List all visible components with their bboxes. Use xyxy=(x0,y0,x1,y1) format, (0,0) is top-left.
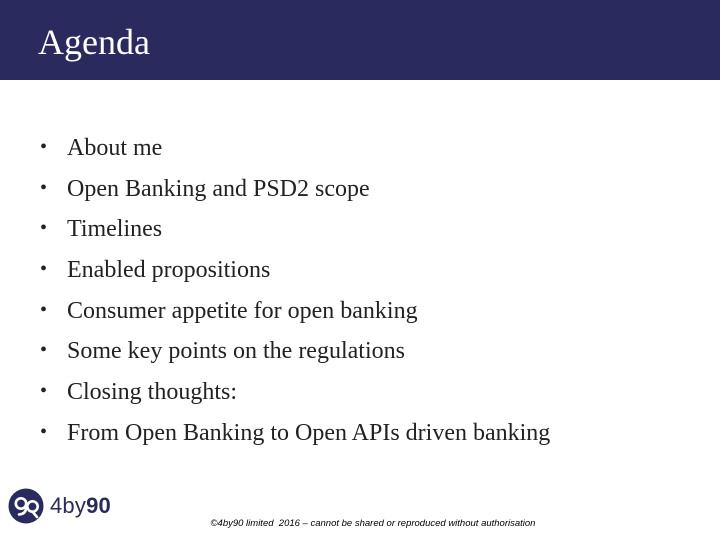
agenda-item xyxy=(38,250,550,291)
agenda-item xyxy=(38,209,550,250)
logo-wordmark xyxy=(50,493,111,519)
agenda-item xyxy=(38,291,550,332)
agenda-item xyxy=(38,413,550,454)
agenda-item-text: Consumer appetite for open banking xyxy=(67,297,418,324)
agenda-item-text: Closing thoughts: xyxy=(67,379,238,406)
bullet-icon: • xyxy=(40,339,48,362)
bullet-icon: • xyxy=(40,136,48,158)
logo-text-bold: 90 xyxy=(86,493,111,518)
bullet-icon: • xyxy=(40,217,48,240)
agenda-item xyxy=(38,169,550,210)
bullet-icon: • xyxy=(40,176,48,199)
bullet-icon: • xyxy=(40,258,48,281)
bullet-icon: • xyxy=(40,420,48,443)
agenda-item-text: Enabled propositions xyxy=(67,257,271,284)
agenda-item-text: Some key points on the regulations xyxy=(67,338,405,365)
copyright-footer: ©4by90 limited 2016 – cannot be shared or reproduced without authorisation xyxy=(210,518,536,529)
agenda-item-text: From Open Banking to Open APIs driven banking xyxy=(67,419,551,446)
agenda-list xyxy=(38,128,550,454)
bullet-icon: • xyxy=(40,380,48,403)
bullet-icon: • xyxy=(40,298,48,321)
title-bar xyxy=(0,0,720,80)
agenda-item xyxy=(38,372,550,413)
agenda-item-text: Open Banking and PSD2 scope xyxy=(67,175,370,202)
agenda-item-text: Timelines xyxy=(67,216,163,243)
agenda-item xyxy=(38,331,550,372)
logo-text-regular: 4by xyxy=(50,493,87,518)
agenda-item-text: About me xyxy=(67,135,163,161)
agenda-item xyxy=(38,128,550,169)
slide-title: Agenda xyxy=(38,22,150,62)
